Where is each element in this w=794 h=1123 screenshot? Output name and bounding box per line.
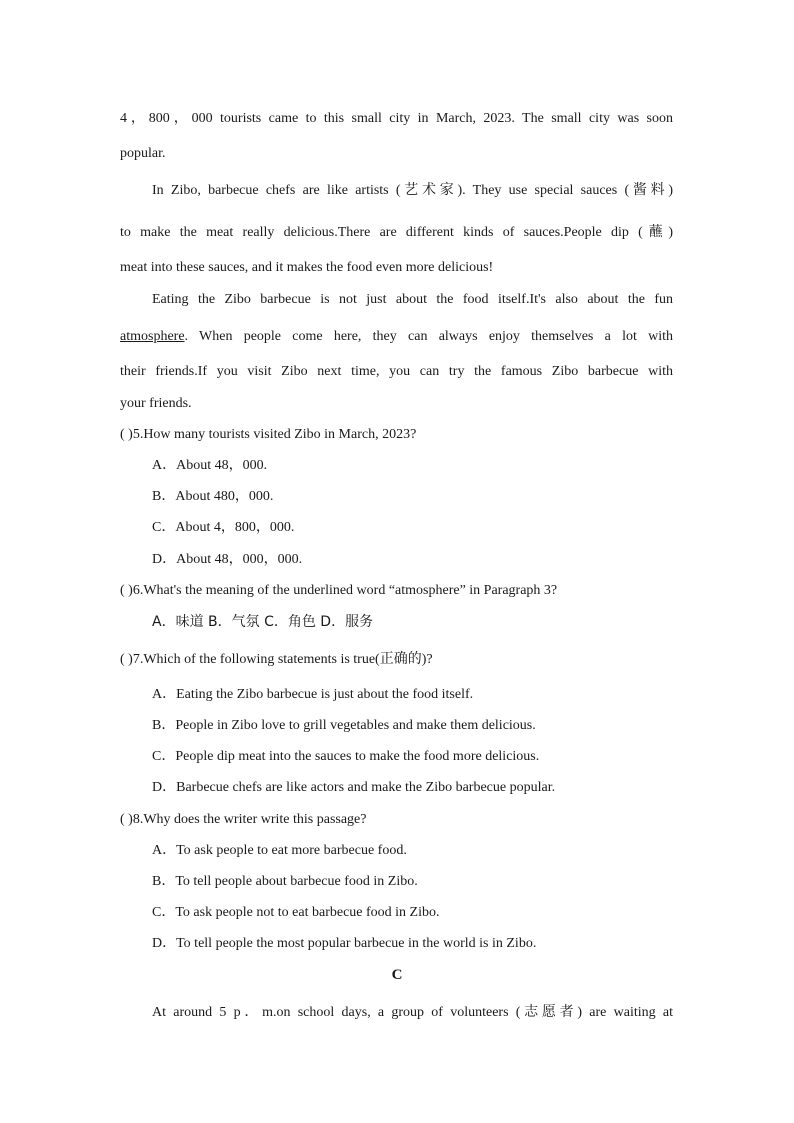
question-6-stem: ( )6.What's the meaning of the underlined word “atmosphere” in Paragraph 3? [120, 583, 558, 598]
question-7-option-a: A．Eating the Zibo barbecue is just about the food itself. [152, 687, 474, 702]
question-7-stem: ( )7.Which of the following statements is true(正确的)? [120, 652, 433, 667]
passage-line: their friends.If you visit Zibo next time, you can try the famous Zibo barbecue with [120, 364, 673, 379]
passage-line [120, 327, 673, 347]
question-8-option-b: B．To tell people about barbecue food in Zibo. [152, 874, 418, 889]
passage-line: meat into these sauces, and it makes the food even more delicious! [120, 260, 494, 275]
question-5-option-c: C．About 4，800，000. [152, 520, 295, 535]
question-6-options: A．味道 B．气氛 C．角色 D．服务 [152, 614, 374, 630]
passage-line: popular. [120, 146, 166, 161]
question-8-option-a: A．To ask people to eat more barbecue food. [152, 843, 407, 858]
underlined-word-atmosphere: atmosphere [120, 329, 185, 344]
question-8-option-c: C．To ask people not to eat barbecue food in Zibo. [152, 905, 440, 920]
question-8-option-d: D．To tell people the most popular barbecue in the world is in Zibo. [152, 936, 537, 951]
passage-line: your friends. [120, 396, 192, 411]
question-7-option-b: B．People in Zibo love to grill vegetables and make them delicious. [152, 718, 536, 733]
question-7-option-d: D．Barbecue chefs are like actors and make the Zibo barbecue popular. [152, 780, 556, 795]
question-8-stem: ( )8.Why does the writer write this passage? [120, 812, 367, 827]
passage-line: At around 5 p．m.on school days, a group of volunteers (志愿者) are waiting at [152, 1005, 673, 1020]
passage-line: 4，800，000 tourists came to this small city in March, 2023. The small city was soon [120, 111, 673, 126]
question-5-option-a: A．About 48，000. [152, 458, 268, 473]
passage-text: . When people come here, they can always enjoy themselves a lot with [184, 329, 673, 344]
passage-line: to make the meat really delicious.There are different kinds of sauces.People dip (蘸) [120, 225, 673, 240]
passage-line: In Zibo, barbecue chefs are like artists (艺术家). They use special sauces (酱料) [152, 183, 673, 198]
question-5-option-d: D．About 48，000，000. [152, 552, 303, 567]
question-5-stem: ( )5.How many tourists visited Zibo in March, 2023? [120, 427, 417, 442]
question-5-option-b: B．About 480，000. [152, 489, 274, 504]
passage-line: Eating the Zibo barbecue is not just about the food itself.It's also about the fun [152, 292, 673, 307]
question-7-option-c: C．People dip meat into the sauces to make the food more delicious. [152, 749, 540, 764]
section-heading: C [391, 967, 403, 983]
